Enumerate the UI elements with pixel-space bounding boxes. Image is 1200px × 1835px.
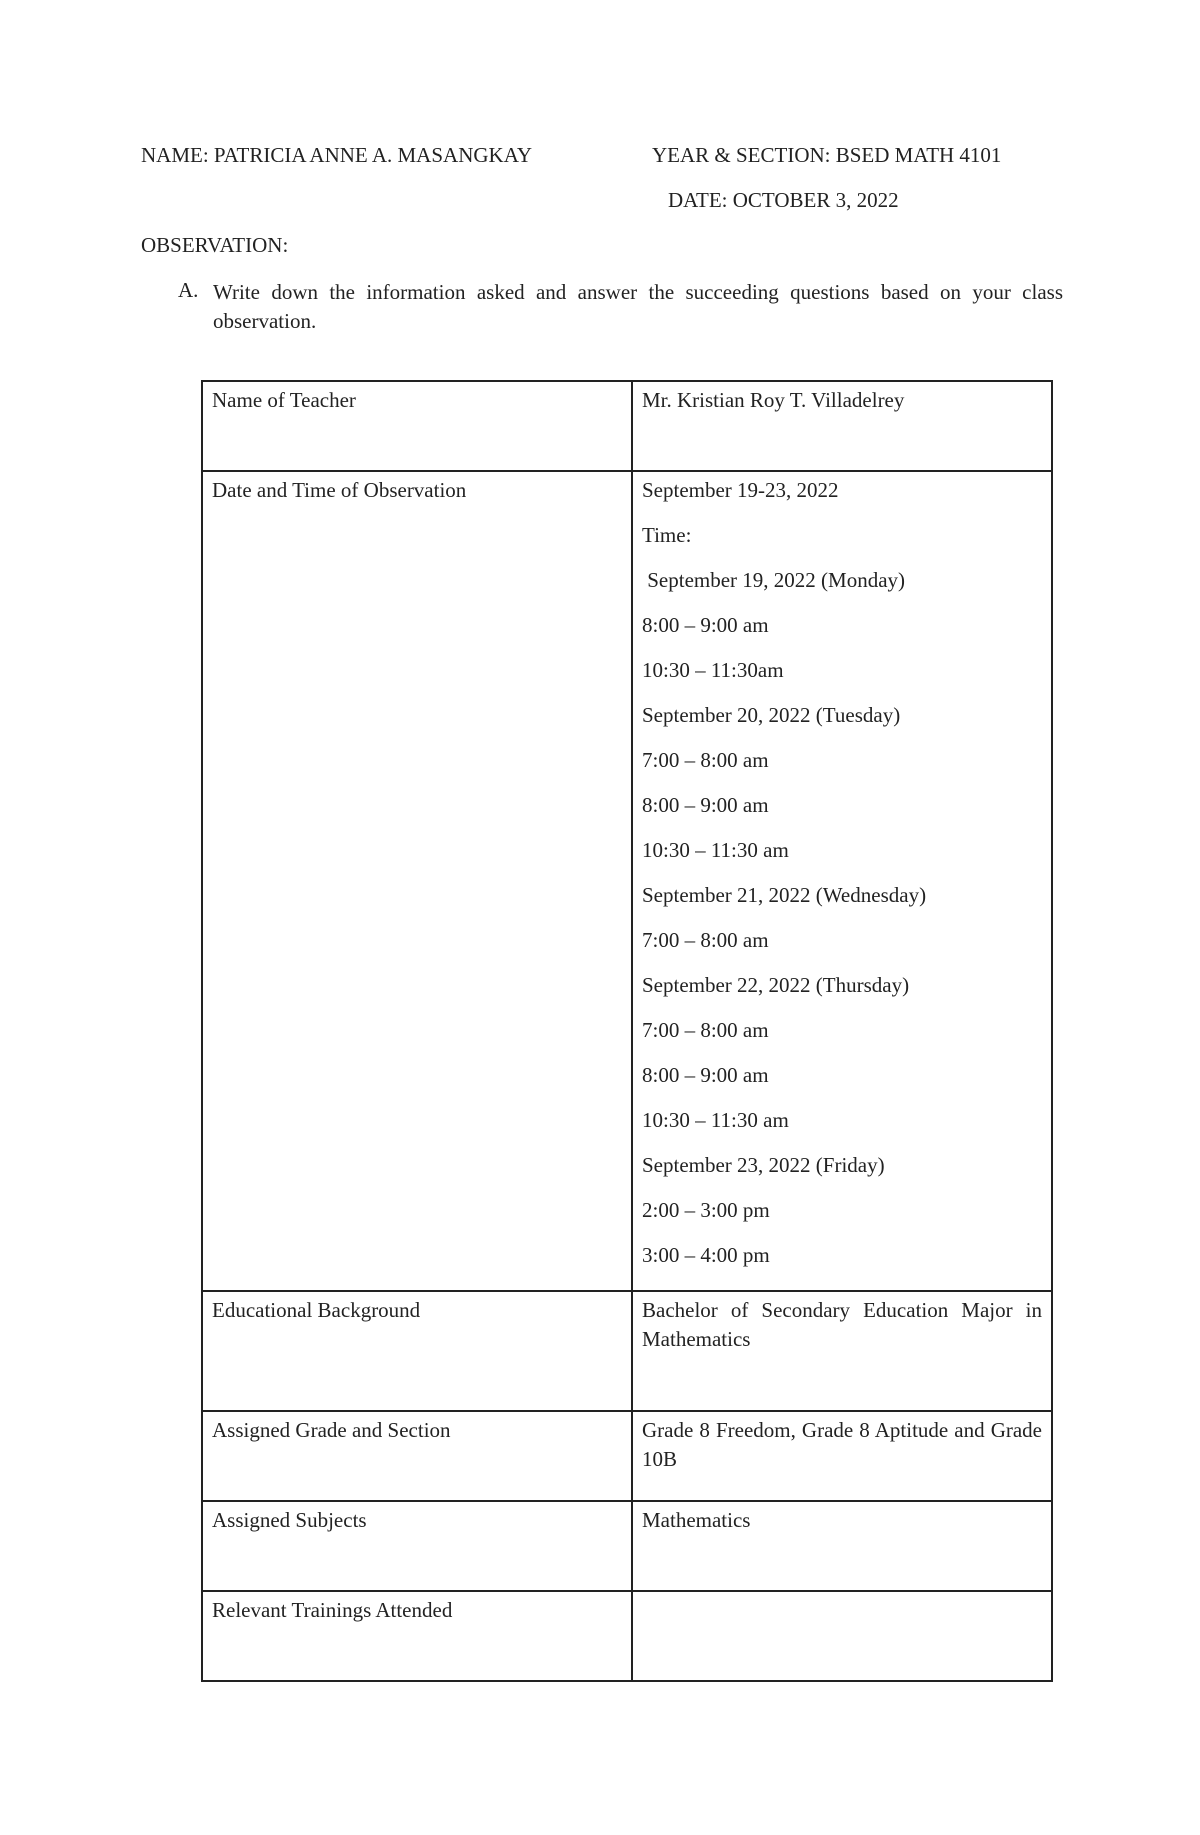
schedule-line: September 22, 2022 (Thursday) [642,973,910,997]
schedule-line: 8:00 – 9:00 am [642,1063,769,1087]
date-time-schedule [632,471,1052,1291]
table-row-trainings [202,1591,1052,1681]
table-row-grade-section [202,1411,1052,1501]
table-row-subjects [202,1501,1052,1591]
schedule-line: Time: [642,523,692,547]
schedule-line: 3:00 – 4:00 pm [642,1243,770,1267]
schedule-line: 10:30 – 11:30am [642,658,784,682]
grade-section-value: Grade 8 Freedom, Grade 8 Aptitude and Grade 10B [632,1411,1052,1501]
schedule-line: 10:30 – 11:30 am [642,838,789,862]
schedule-line: September 19-23, 2022 [642,478,839,502]
subjects-value: Mathematics [632,1501,1052,1591]
student-name: NAME: PATRICIA ANNE A. MASANGKAY [141,143,533,167]
schedule-line: September 20, 2022 (Tuesday) [642,703,901,727]
education-value: Bachelor of Secondary Education Major in Mathematics [632,1291,1052,1411]
education-label: Educational Background [202,1291,632,1411]
trainings-label: Relevant Trainings Attended [202,1591,632,1681]
observation-heading: OBSERVATION: [141,233,289,257]
year-section: YEAR & SECTION: BSED MATH 4101 [652,143,1002,167]
trainings-value [632,1591,1052,1681]
schedule-line: 7:00 – 8:00 am [642,1018,769,1042]
observation-info-table [201,380,1053,1682]
teacher-label: Name of Teacher [202,381,632,471]
table-row-teacher [202,381,1052,471]
subjects-label: Assigned Subjects [202,1501,632,1591]
grade-section-label: Assigned Grade and Section [202,1411,632,1501]
table-row-education [202,1291,1052,1411]
schedule-line: 8:00 – 9:00 am [642,613,769,637]
instruction-text: Write down the information asked and answer the succeeding questions based on your class observation. [213,280,1063,333]
instruction-marker: A. [178,278,199,302]
schedule-line: September 21, 2022 (Wednesday) [642,883,927,907]
table-row-date-time [202,471,1052,1291]
schedule-line: September 19, 2022 (Monday) [642,568,906,592]
schedule-line: 7:00 – 8:00 am [642,928,769,952]
schedule-line: 2:00 – 3:00 pm [642,1198,770,1222]
schedule-line: 7:00 – 8:00 am [642,748,769,772]
date-time-label: Date and Time of Observation [202,471,632,1291]
schedule-line: 10:30 – 11:30 am [642,1108,789,1132]
schedule-line: 8:00 – 9:00 am [642,793,769,817]
teacher-value: Mr. Kristian Roy T. Villadelrey [632,381,1052,471]
schedule-line: September 23, 2022 (Friday) [642,1153,885,1177]
document-date: DATE: OCTOBER 3, 2022 [668,188,899,212]
